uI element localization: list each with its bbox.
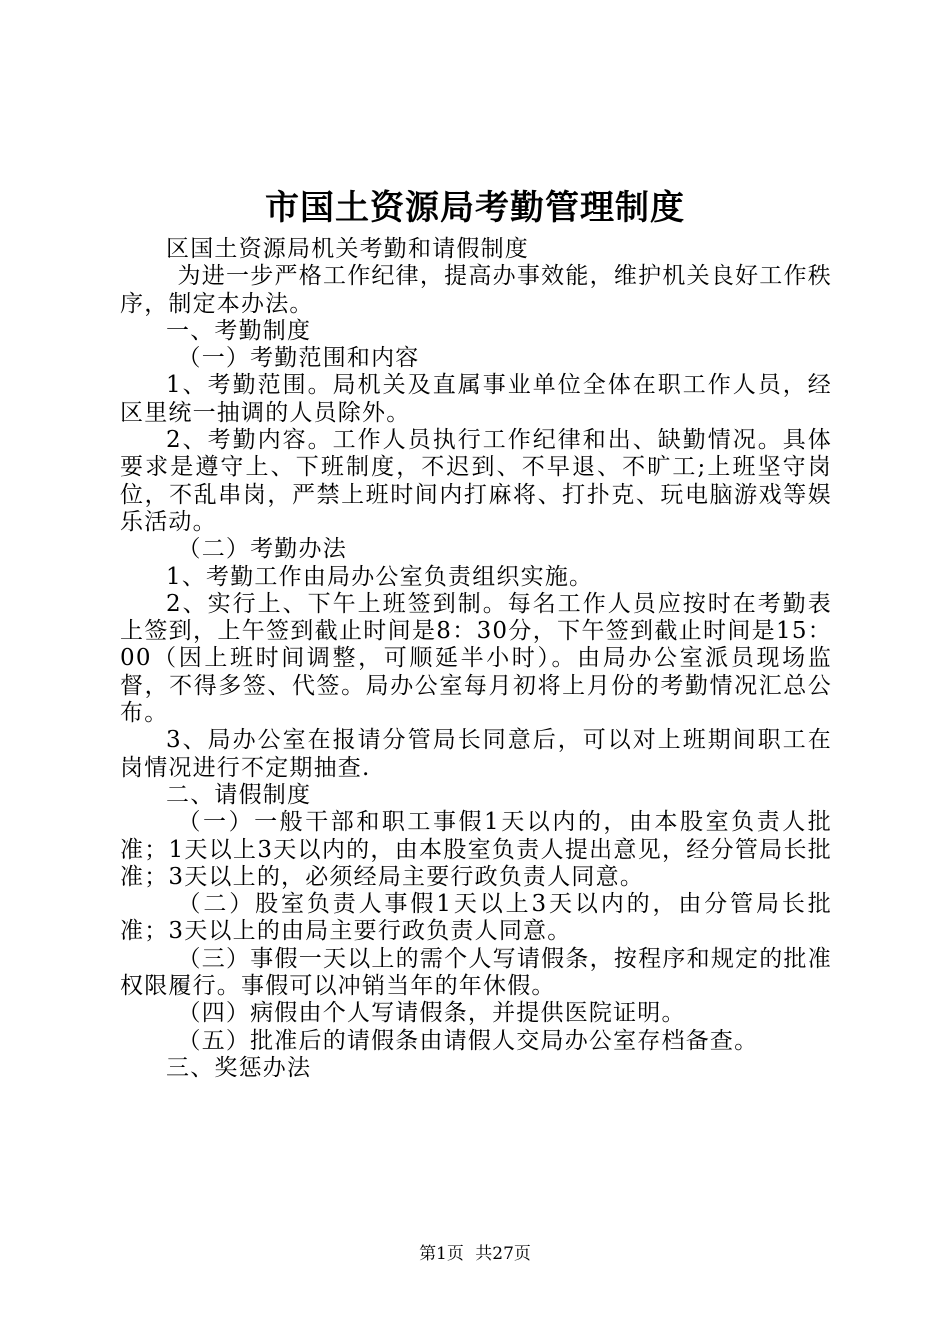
section-heading: 二、请假制度 (166, 781, 312, 808)
paragraph: （五）批准后的请假条由请假人交局办公室存档备查。 (177, 1027, 759, 1054)
page-footer (0, 1242, 950, 1266)
page-number: 第1页 (419, 1244, 464, 1264)
paragraph: 2、实行上、下午上班签到制。每名工作人员应按时在考勤表上签到，上午签到截止时间是8：30分，下午签到截止时间是15：00（因上班时间调整，可顺延半小时）。由局办公室派员现场监督，不得多签、代签。局办公室每月初将上月份的考勤情况汇总公布。 (120, 590, 832, 727)
paragraph: （二）股室负责人事假1天以上3天以内的，由分管局长批准；3天以上的由局主要行政负责人同意。 (120, 891, 832, 945)
paragraph: 2、考勤内容。工作人员执行工作纪律和出、缺勤情况。具体要求是遵守上、下班制度，不迟到、不早退、不旷工;上班坚守岗位，不乱串岗，严禁上班时间内打麻将、打扑克、玩电脑游戏等娱乐活动。 (120, 427, 832, 535)
paragraph: （四）病假由个人写请假条，并提供医院证明。 (177, 1000, 686, 1027)
paragraph: 为进一步严格工作纪律，提高办事效能，维护机关良好工作秩序，制定本办法。 (120, 263, 832, 317)
paragraph: 1、考勤范围。局机关及直属事业单位全体在职工作人员，经区里统一抽调的人员除外。 (120, 372, 832, 426)
paragraph: 3、局办公室在报请分管局长同意后，可以对上班期间职工在岗情况进行不定期抽查. (120, 727, 832, 781)
paragraph: 1、考勤工作由局办公室负责组织实施。 (166, 563, 594, 590)
page-total: 共27页 (475, 1244, 531, 1264)
document-body (120, 236, 832, 1082)
paragraph: （一）一般干部和职工事假1天以内的，由本股室负责人批准；1天以上3天以内的，由本股室负责人提出意见，经分管局长批准；3天以上的，必须经局主要行政负责人同意。 (120, 809, 832, 890)
document-title: 市国土资源局考勤管理制度 (265, 188, 685, 228)
subsection-heading: （二）考勤办法 (177, 536, 347, 563)
section-heading: 三、奖惩办法 (166, 1054, 312, 1081)
paragraph: 区国土资源局机关考勤和请假制度 (166, 236, 529, 262)
section-heading: 一、考勤制度 (166, 317, 312, 344)
paragraph: （三）事假一天以上的需个人写请假条，按程序和规定的批准权限履行。事假可以冲销当年的年休假。 (120, 945, 832, 1000)
subsection-heading: （一）考勤范围和内容 (177, 345, 420, 372)
